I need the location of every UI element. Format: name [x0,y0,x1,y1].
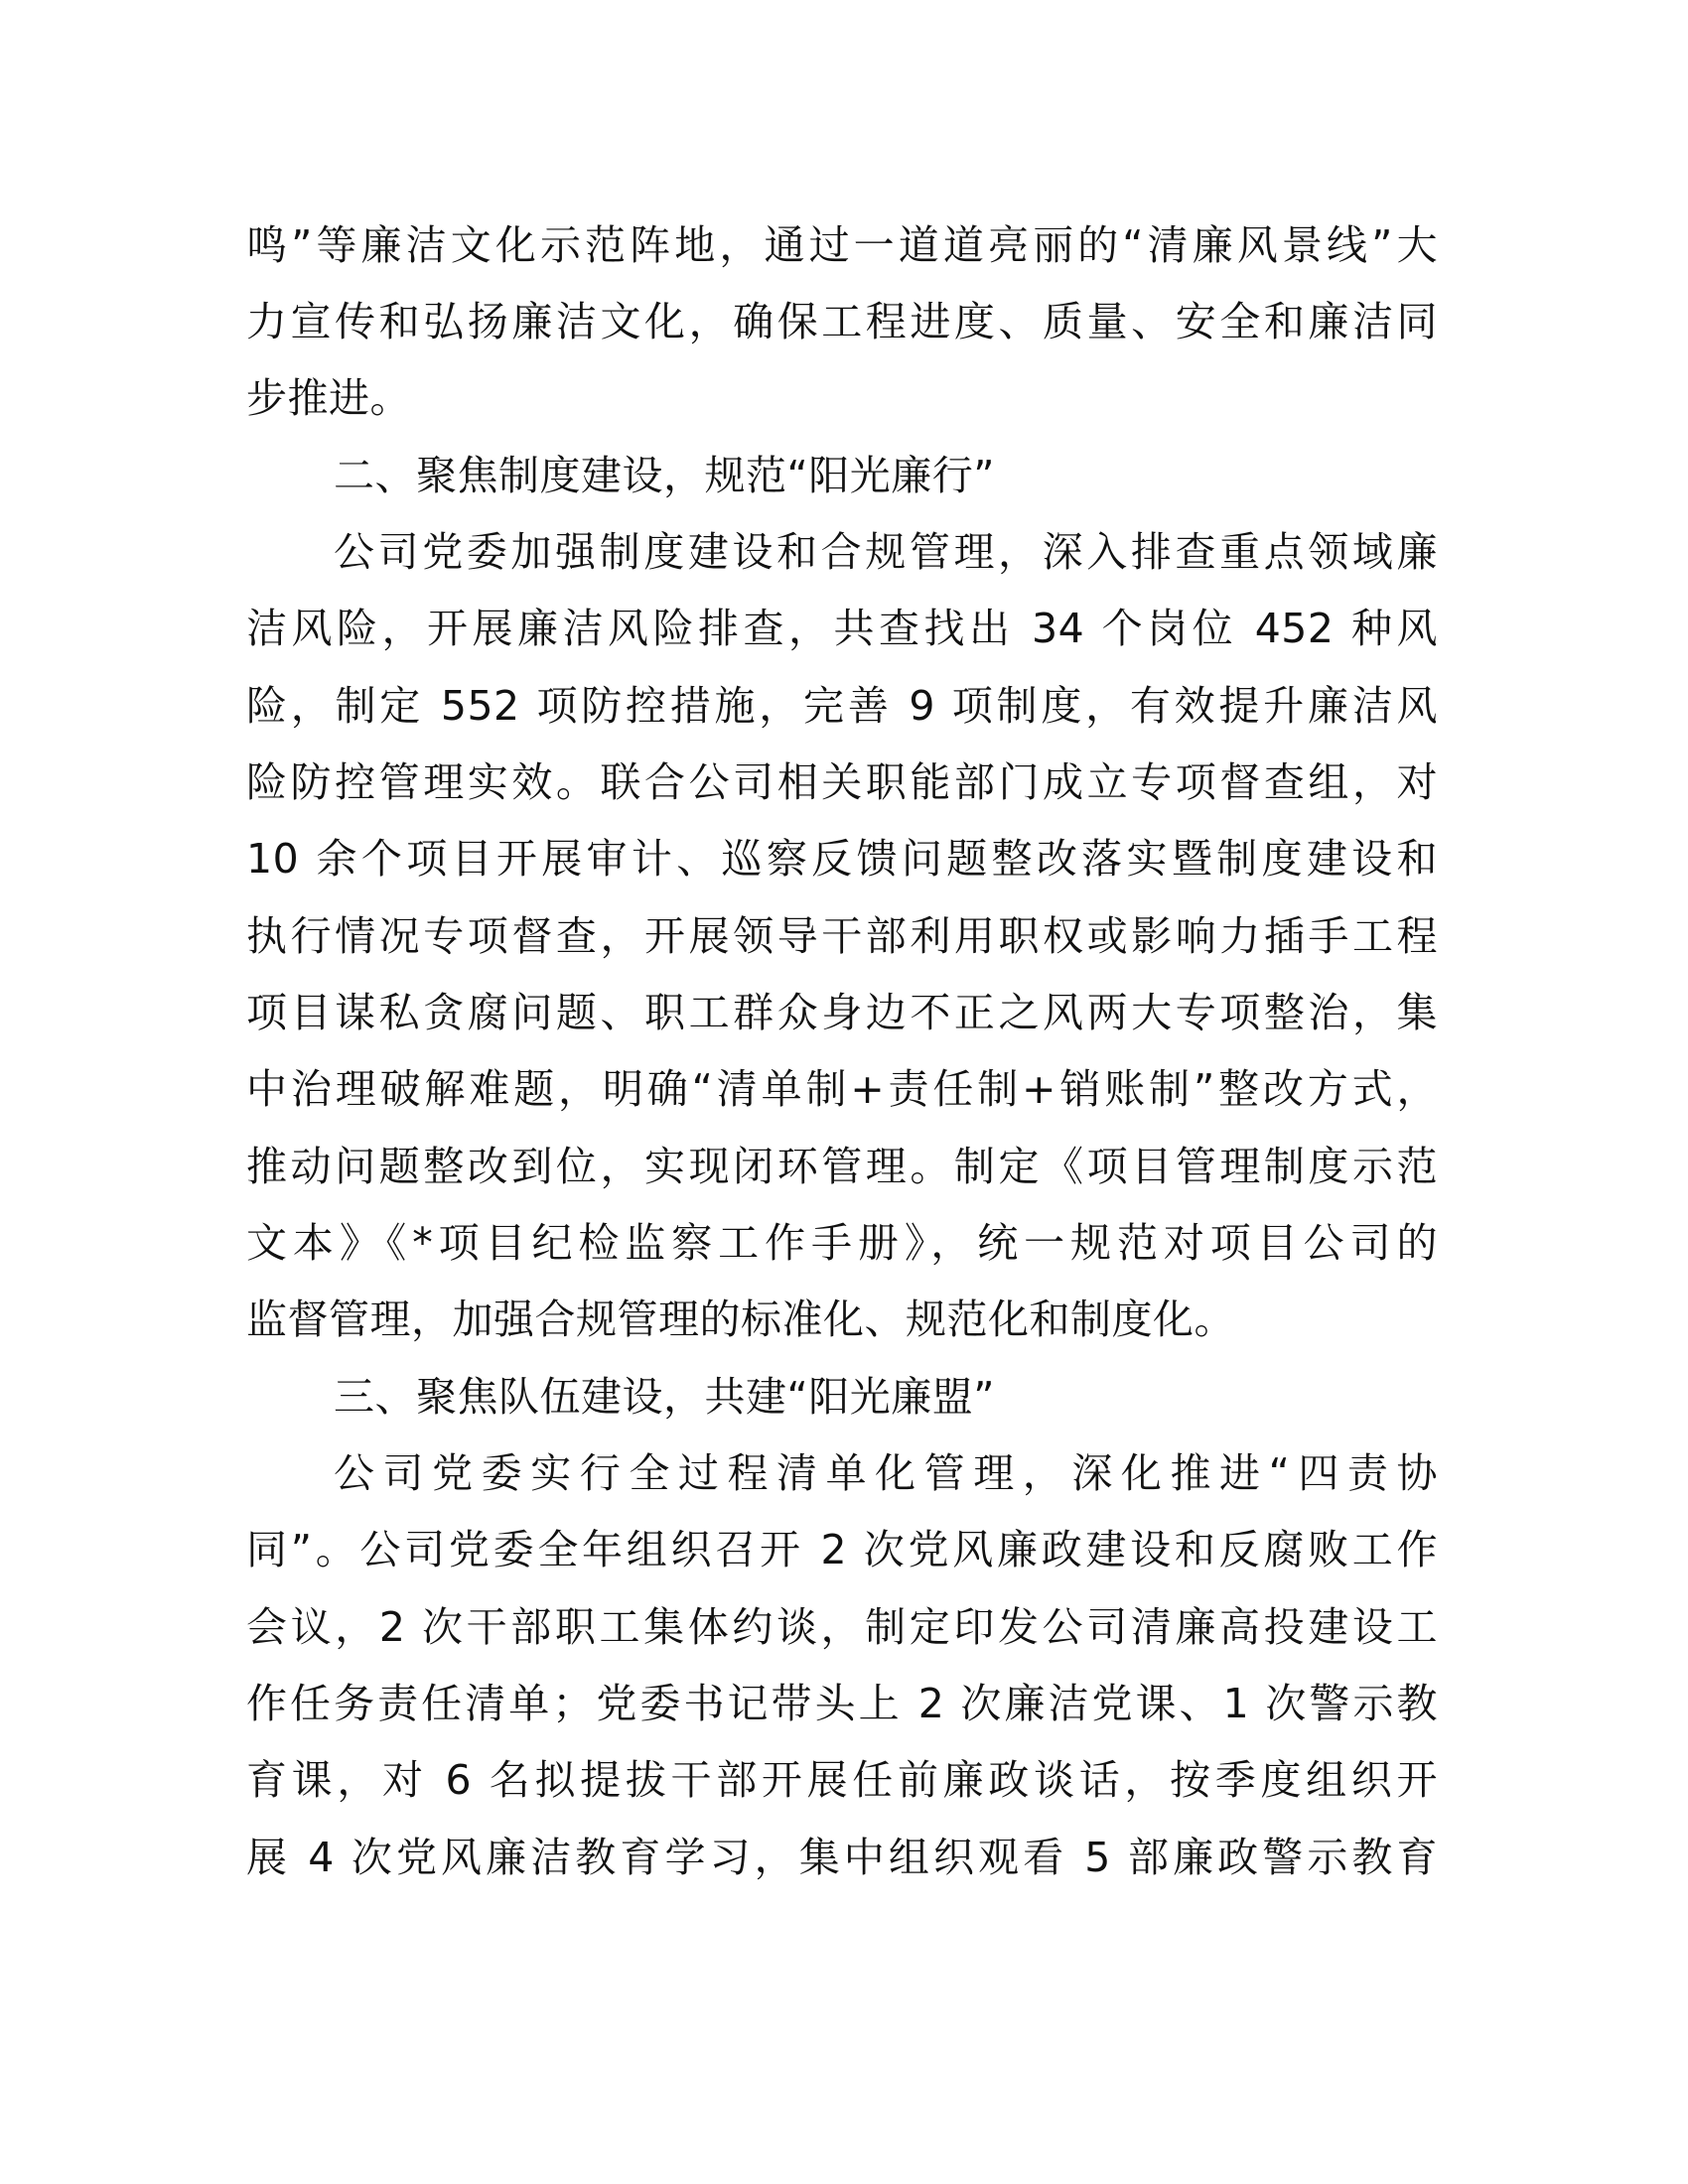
body-text-line: 力宣传和弘扬廉洁文化，确保工程进度、质量、安全和廉洁同 [246,298,1438,345]
body-text-line: 会议，2 次干部职工集体约谈，制定印发公司清廉高投建设工 [246,1603,1438,1651]
body-text-line: 公司党委加强制度建设和合规管理，深入排查重点领域廉 [334,528,1438,576]
body-text-line: 洁风险，开展廉洁风险排查，共查找出 34 个岗位 452 种风 [246,605,1438,652]
body-text-line: 10 余个项目开展审计、巡察反馈问题整改落实暨制度建设和 [246,835,1438,883]
body-text-line: 作任务责任清单；党委书记带头上 2 次廉洁党课、1 次警示教 [246,1680,1438,1727]
body-text-line: 推动问题整改到位，实现闭环管理。制定《项目管理制度示范 [246,1143,1438,1190]
body-text-line: 同”。公司党委全年组织召开 2 次党风廉政建设和反腐败工作 [246,1526,1438,1573]
body-text-line: 险，制定 552 项防控措施，完善 9 项制度，有效提升廉洁风 [246,682,1438,730]
section-heading: 三、聚焦队伍建设，共建“阳光廉盟” [334,1373,995,1421]
body-text-line: 育课，对 6 名拟提拔干部开展任前廉政谈话，按季度组织开 [246,1756,1438,1804]
body-text-line: 鸣”等廉洁文化示范阵地，通过一道道亮丽的“清廉风景线”大 [246,221,1438,269]
body-text-line: 执行情况专项督查，开展领导干部利用职权或影响力插手工程 [246,912,1438,960]
body-text-line: 步推进。 [246,374,411,422]
body-text-line: 中治理破解难题，明确“清单制+责任制+销账制”整改方式， [246,1065,1438,1113]
body-text-line: 文本》《*项目纪检监察工作手册》，统一规范对项目公司的 [246,1219,1438,1267]
section-heading: 二、聚焦制度建设，规范“阳光廉行” [334,452,995,499]
body-text-line: 项目谋私贪腐问题、职工群众身边不正之风两大专项整治，集 [246,989,1438,1036]
body-text-line: 监督管理，加强合规管理的标准化、规范化和制度化。 [246,1296,1235,1343]
body-text-line: 公司党委实行全过程清单化管理，深化推进“四责协 [334,1449,1438,1497]
body-text-line: 险防控管理实效。联合公司相关职能部门成立专项督查组，对 [246,758,1438,806]
body-text-line: 展 4 次党风廉洁教育学习，集中组织观看 5 部廉政警示教育 [246,1834,1438,1881]
